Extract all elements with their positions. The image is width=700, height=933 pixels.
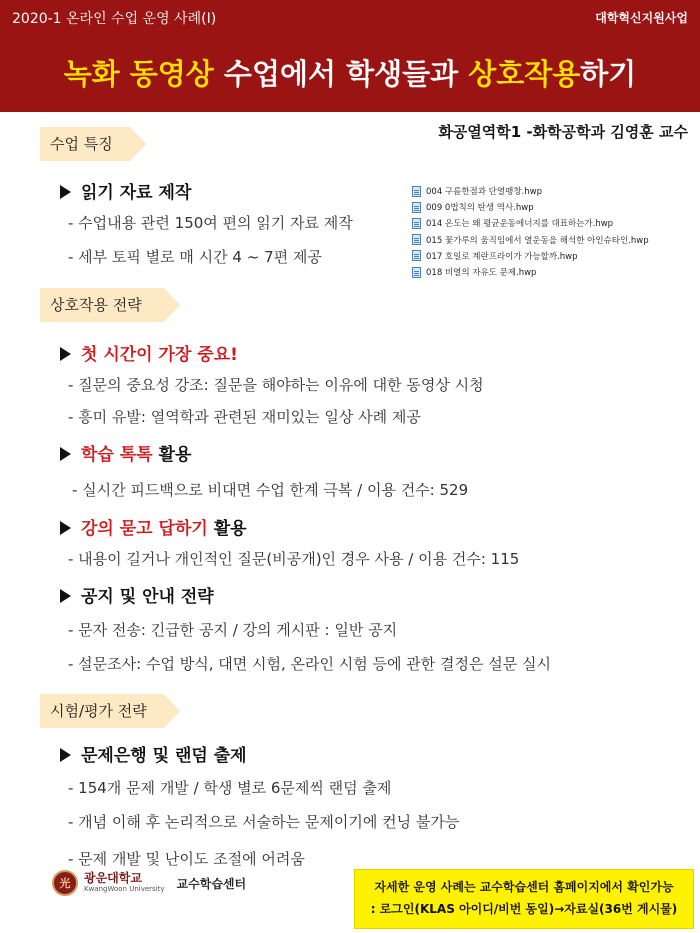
section-tag-interaction: 상호작용 전략 [40,288,164,322]
list-item: - 질문의 중요성 강조: 질문을 해야하는 이유에 대한 동영상 시청 [68,376,484,394]
hwp-file-icon [412,234,421,245]
bullet-question-bank [60,741,247,766]
hwp-file-icon [412,267,421,278]
center-name: 교수학습센터 [176,876,247,891]
university-name [84,872,165,894]
file-item [412,232,682,248]
list-item: - 문자 전송: 긴급한 공지 / 강의 게시판 : 일반 공지 [68,621,398,639]
notice-box [354,869,694,929]
file-item [412,183,682,199]
triangle-bullet-icon [60,748,71,762]
hwp-file-icon [412,218,421,229]
header-banner [0,0,700,112]
bullet-label-highlight: 학습 톡톡 [81,445,153,465]
list-item: - 실시간 피드백으로 비대면 수업 한계 극복 / 이용 건수: 529 [72,481,469,499]
file-item [412,264,682,280]
file-item [412,215,682,231]
bullet-qna [60,514,247,539]
bullet-label: 활용 [152,445,192,465]
title-text-2: 하기 [580,57,637,91]
list-item: - 흥미 유발: 열역학과 관련된 재미있는 일상 사례 제공 [68,408,421,426]
section-tag-exam: 시험/평가 전략 [40,694,164,728]
file-item [412,199,682,215]
university-name-ko: 광운대학교 [84,871,142,885]
triangle-bullet-icon [60,589,71,603]
bullet-label: 첫 시간이 가장 중요! [81,345,238,365]
triangle-bullet-icon [60,185,71,199]
file-name: 015 꽃가루의 움직임에서 열운동을 해석한 아인슈타인.hwp [426,235,649,246]
triangle-bullet-icon [60,521,71,535]
file-name: 014 온도는 왜 평균운동에너지를 대표하는가.hwp [426,219,614,230]
list-item: - 154개 문제 개발 / 학생 별로 6문제씩 랜덤 출제 [68,779,392,797]
bullet-label: 읽기 자료 제작 [81,183,192,203]
university-seal-icon: 光 [52,870,78,896]
author-line: 화공열역학1 -화학공학과 김영훈 교수 [438,123,688,141]
file-name: 009 0법칙의 탄생 역사.hwp [426,203,534,214]
file-name: 004 구름한점과 단열팽창.hwp [426,187,542,198]
header-org: 대학혁신지원사업 [595,11,688,25]
title-text-1: 수업에서 학생들과 [213,57,469,91]
file-name: 017 호일로 계란프라이가 가능할까.hwp [426,251,578,262]
notice-line-1: 자세한 운영 사례는 교수학습센터 홈페이지에서 확인가능 [374,880,674,894]
notice-line-2: : 로그인(KLAS 아이디/비번 동일)→자료실(36번 게시물) [370,902,678,916]
list-item: - 세부 토픽 별로 매 시간 4 ~ 7편 제공 [68,248,322,266]
bullet-label: 활용 [207,519,247,539]
hwp-file-icon [412,202,421,213]
hwp-file-icon [412,250,421,261]
triangle-bullet-icon [60,347,71,361]
triangle-bullet-icon [60,447,71,461]
bullet-first-class [60,340,238,365]
list-item: - 설문조사: 수업 방식, 대면 시험, 온라인 시험 등에 관한 결정은 설문 실시 [68,655,551,673]
bullet-learning-toktok [60,440,191,465]
header-subtitle: 2020-1 온라인 수업 운영 사례(I) [12,11,217,27]
file-list [412,183,682,280]
file-item [412,248,682,264]
list-item: - 수업내용 관련 150여 편의 읽기 자료 제작 [68,214,353,232]
university-logo [52,870,246,896]
page-title [0,52,700,93]
bullet-reading-materials [60,178,191,203]
bullet-label: 공지 및 안내 전략 [81,587,214,607]
university-name-en: KwangWoon University [84,885,165,893]
section-tag-features: 수업 특징 [40,127,130,161]
bullet-label-highlight: 강의 묻고 답하기 [81,519,208,539]
bullet-notice-strategy [60,582,214,607]
list-item: - 개념 이해 후 논리적으로 서술하는 문제이기에 컨닝 불가능 [68,813,460,831]
list-item: - 문제 개발 및 난이도 조절에 어려움 [68,850,305,868]
bullet-label: 문제은행 및 랜덤 출제 [81,746,247,766]
file-name: 018 비열의 자유도 문제.hwp [426,268,537,279]
title-highlight-1: 녹화 동영상 [63,57,214,91]
list-item: - 내용이 길거나 개인적인 질문(비공개)인 경우 사용 / 이용 건수: 115 [68,550,520,568]
hwp-file-icon [412,186,421,197]
title-highlight-2: 상호작용 [468,57,581,91]
